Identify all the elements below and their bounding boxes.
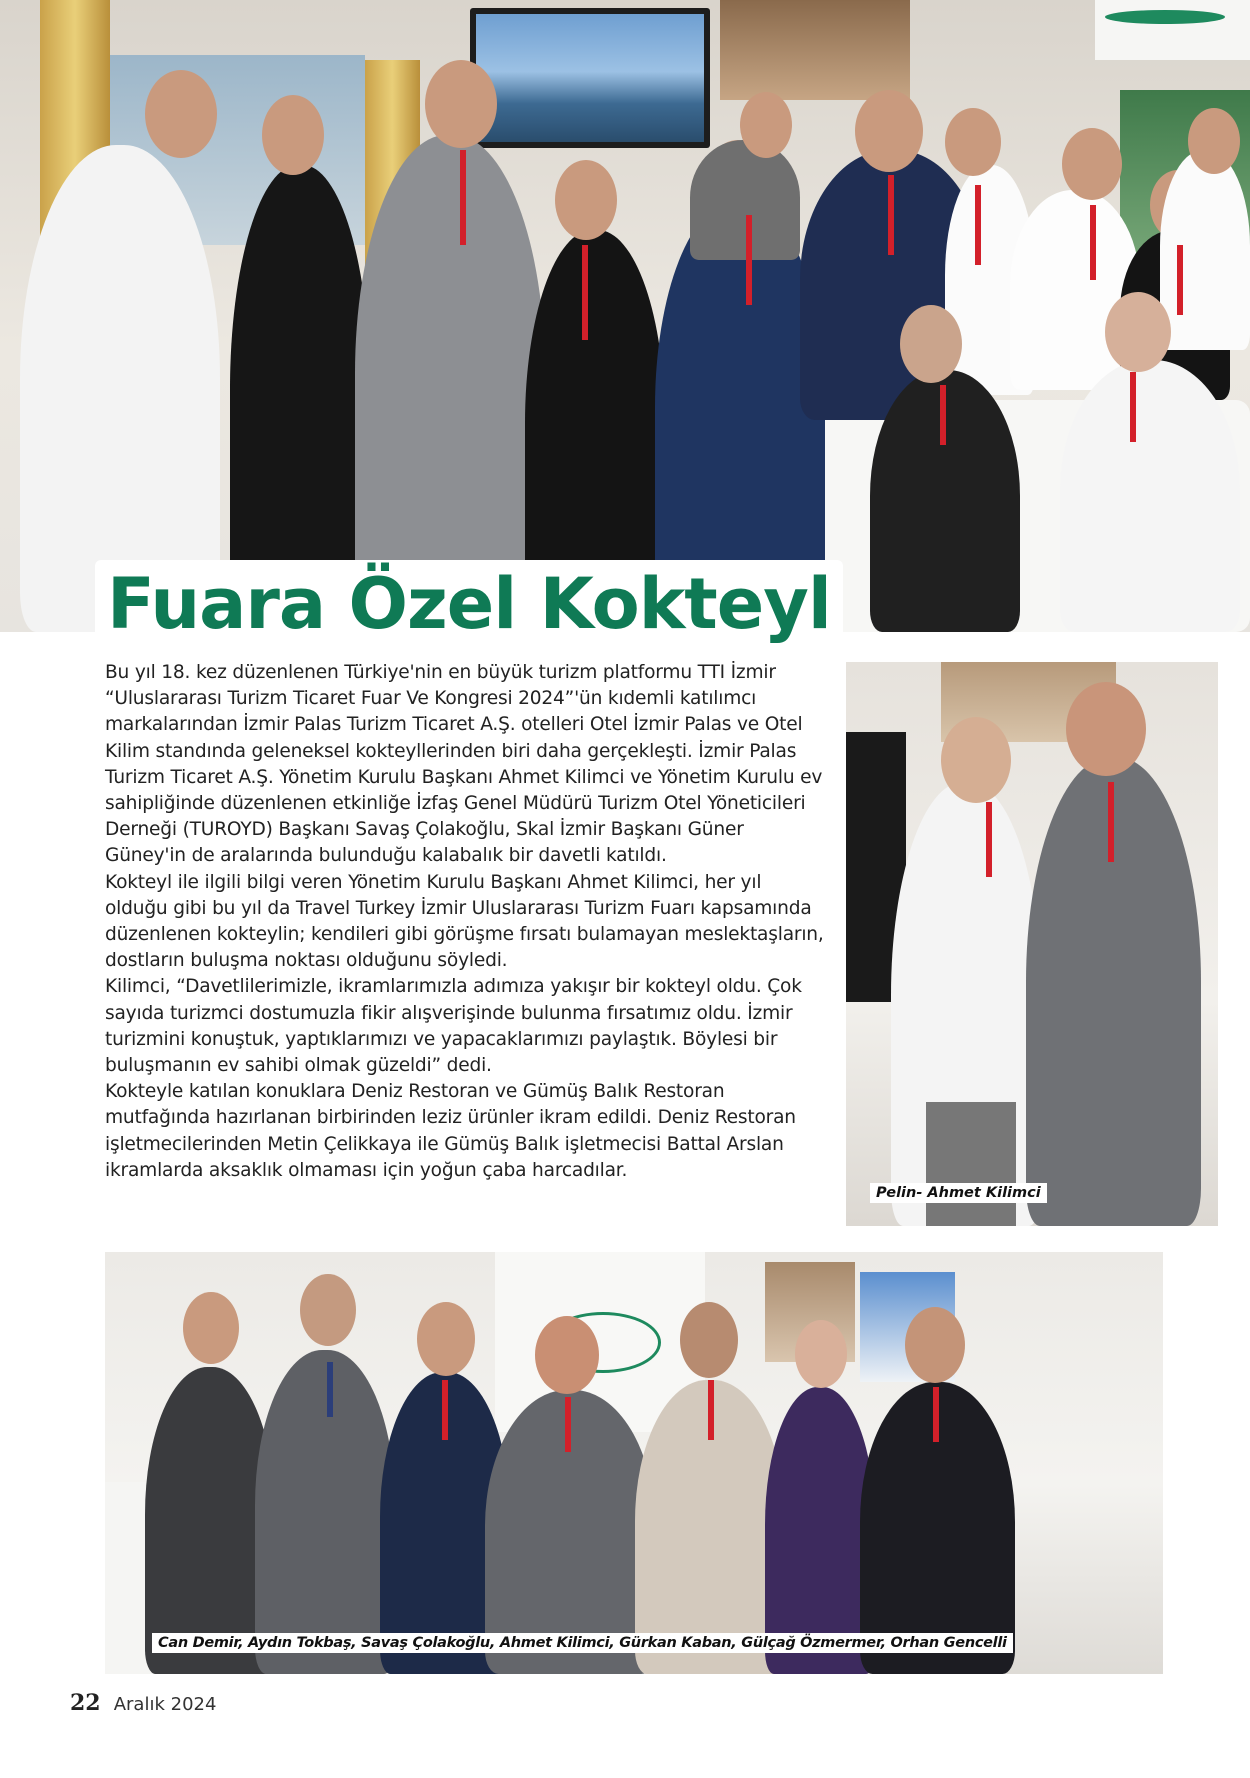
article-paragraph: Kokteyl ile ilgili bilgi veren Yönetim Kurulu Başkanı Ahmet Kilimci, her yıl olduğu gibi bu yıl da Travel Turkey İzmir Uluslararası Turizm Fuarı kapsamında düzenlenen kokteylin; kendileri gibi görüşme fırsatı bulamayan meslektaşların, dostların buluşma noktası olduğunu söyledi. [105, 871, 824, 972]
page-footer [70, 1690, 216, 1716]
article-body [105, 660, 825, 1184]
article-title-box [95, 560, 843, 648]
top-group-photo [0, 0, 1250, 632]
side-photo [846, 662, 1218, 1226]
bottom-group-photo [105, 1252, 1163, 1674]
page-number: 22 [70, 1690, 101, 1716]
article-paragraph: Bu yıl 18. kez düzenlenen Türkiye'nin en büyük turizm platformu TTI İzmir “Uluslararası Turizm Ticaret Fuar Ve Kongresi 2024”'ün kıdemli katılımcı markalarından İzmir Palas Turizm Ticaret A.Ş. otelleri Otel İzmir Palas ve Otel Kilim standında geleneksel kokteyllerinden biri daha gerçekleşti. İzmir Palas Turizm Ticaret A.Ş. Yönetim Kurulu Başkanı Ahmet Kilimci ve Yönetim Kurulu ev sahipliğinde düzenlenen etkinliğe İzfaş Genel Müdürü Turizm Otel Yöneticileri Derneği (TUROYD) Başkanı Savaş Çolakoğlu, Skal İzmir Başkanı Güner Güney'in de aralarında bulunduğu kalabalık bir davetli katıldı. [105, 662, 823, 867]
article-paragraph: Kokteyle katılan konuklara Deniz Restoran ve Gümüş Balık Restoran mutfağında hazırlanan birbirinden leziz ürünler ikram edildi. Deniz Restoran işletmecilerinden Metin Çelikkaya ile Gümüş Balık işletmecisi Battal Arslan ikramlarda aksaklık olmaması için yoğun çaba harcadılar. [105, 1081, 796, 1181]
side-photo-caption: Pelin- Ahmet Kilimci [870, 1183, 1047, 1203]
article-paragraph: Kilimci, “Davetlilerimizle, ikramlarımızla adımıza yakışır bir kokteyl oldu. Çok sayıda turizmci dostumuzla fikir alışverişinde bulunma fırsatımız oldu. İzmir turizmini konuştuk, yaptıklarımızı ve yapacaklarımızı paylaştık. Böylesi bir buluşmanın ev sahibi olmak güzeldi” dedi. [105, 976, 802, 1077]
issue-date: Aralık 2024 [113, 1694, 217, 1715]
article-title: Fuara Özel Kokteyl [107, 563, 831, 645]
bottom-photo-caption: Can Demir, Aydın Tokbaş, Savaş Çolakoğlu, Ahmet Kilimci, Gürkan Kaban, Gülçağ Özmermer, Orhan Gencelli [152, 1633, 1013, 1653]
